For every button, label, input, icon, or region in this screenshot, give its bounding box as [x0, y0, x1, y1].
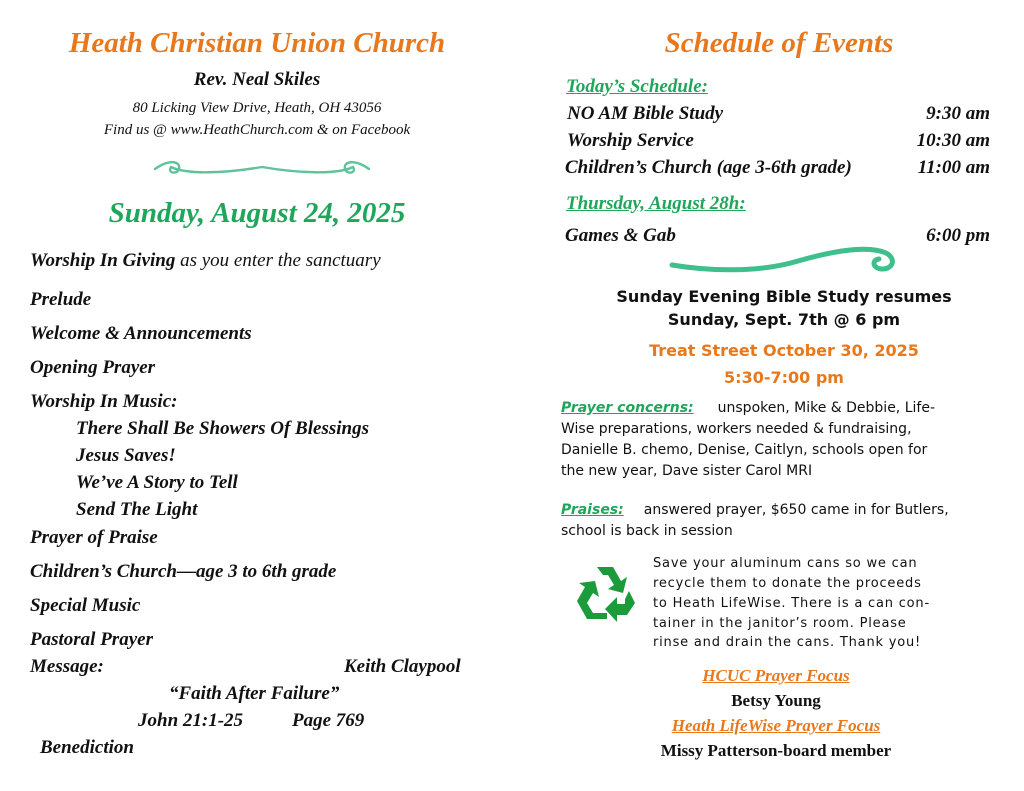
hymn-item: There Shall Be Showers Of Blessings — [76, 418, 369, 439]
church-name: Heath Christian Union Church — [68, 27, 446, 59]
order-special-music: Special Music — [30, 595, 141, 616]
message-label: Message: — [30, 656, 104, 677]
recycle-text: Save your aluminum cans so we can — [653, 556, 918, 571]
message-title: “Faith After Failure” — [169, 683, 340, 704]
evening-study-line1: Sunday Evening Bible Study resumes — [616, 287, 952, 306]
evening-study-line2: Sunday, Sept. 7th @ 6 pm — [667, 310, 901, 329]
praises-line — [561, 502, 949, 518]
order-prelude: Prelude — [30, 289, 92, 310]
worship-giving-line — [30, 250, 381, 272]
order-pastoral-prayer: Pastoral Prayer — [30, 629, 153, 650]
church-address: 80 Licking View Drive, Heath, OH 43056 — [132, 100, 382, 116]
order-prayer-praise: Prayer of Praise — [30, 527, 158, 548]
treat-street-line1: Treat Street October 30, 2025 — [649, 341, 919, 360]
today-schedule-heading: Today’s Schedule: — [566, 76, 708, 97]
praises-label: Praises: — [561, 502, 624, 518]
prayer-concerns-text: Danielle B. chemo, Denise, Caitlyn, schools open for — [561, 442, 928, 458]
lifewise-focus-heading: Heath LifeWise Prayer Focus — [671, 716, 881, 735]
schedule-item-name: Worship Service — [567, 130, 694, 151]
recycle-text: to Heath LifeWise. There is a can con- — [653, 596, 930, 611]
prayer-concerns-line — [561, 400, 935, 416]
worship-giving-bold: Worship In Giving — [30, 250, 176, 271]
hcuc-focus-heading: HCUC Prayer Focus — [702, 666, 850, 685]
recycle-text: recycle them to donate the proceeds — [653, 576, 922, 591]
hcuc-focus-name: Betsy Young — [731, 691, 821, 710]
hymn-item: Send The Light — [76, 499, 198, 520]
prayer-concerns-text: the new year, Dave sister Carol MRI — [561, 463, 813, 479]
find-us-text: Find us @ www.HeathChurch.com & on Facebook — [103, 122, 411, 138]
scripture-page: Page 769 — [292, 710, 365, 731]
schedule-title: Schedule of Events — [664, 27, 894, 59]
thursday-heading: Thursday, August 28h: — [566, 193, 746, 214]
hymn-item: Jesus Saves! — [76, 445, 176, 466]
order-childrens-church: Children’s Church—age 3 to 6th grade — [30, 561, 337, 582]
schedule-item-time: 10:30 am — [916, 130, 990, 151]
worship-giving-rest: as you enter the sanctuary — [175, 250, 381, 271]
praises-text: answered prayer, $650 came in for Butlers, — [643, 502, 949, 518]
recycle-text: tainer in the janitor’s room. Please — [653, 616, 907, 631]
treat-street-line2: 5:30-7:00 pm — [724, 368, 844, 387]
schedule-item-name: NO AM Bible Study — [567, 103, 724, 124]
order-benediction: Benediction — [40, 737, 134, 758]
schedule-item-name: Children’s Church (age 3-6th grade) — [565, 157, 852, 178]
recycle-icon — [573, 563, 637, 625]
prayer-concerns-text: Wise preparations, workers needed & fundraising, — [561, 421, 912, 437]
order-welcome: Welcome & Announcements — [30, 323, 252, 344]
pastor-name: Rev. Neal Skiles — [193, 69, 321, 90]
order-opening-prayer: Opening Prayer — [30, 357, 156, 378]
lifewise-focus-name: Missy Patterson-board member — [660, 741, 892, 760]
swirl-divider-icon — [668, 243, 900, 277]
hymn-item: We’ve A Story to Tell — [76, 472, 238, 493]
schedule-item-time: 9:30 am — [926, 103, 990, 124]
service-date: Sunday, August 24, 2025 — [108, 197, 406, 229]
schedule-item-name: Games & Gab — [565, 225, 676, 246]
message-speaker: Keith Claypool — [344, 656, 461, 677]
order-worship-music: Worship In Music: — [30, 391, 178, 412]
flourish-divider-icon — [147, 155, 377, 181]
praises-text: school is back in session — [561, 523, 733, 539]
scripture-reference: John 21:1-25 — [138, 710, 244, 731]
schedule-item-time: 11:00 am — [917, 157, 990, 178]
recycle-text: rinse and drain the cans. Thank you! — [653, 635, 922, 650]
schedule-item-time: 6:00 pm — [926, 225, 990, 246]
prayer-concerns-text: unspoken, Mike & Debbie, Life- — [717, 400, 935, 416]
prayer-concerns-label: Prayer concerns: — [561, 400, 694, 416]
